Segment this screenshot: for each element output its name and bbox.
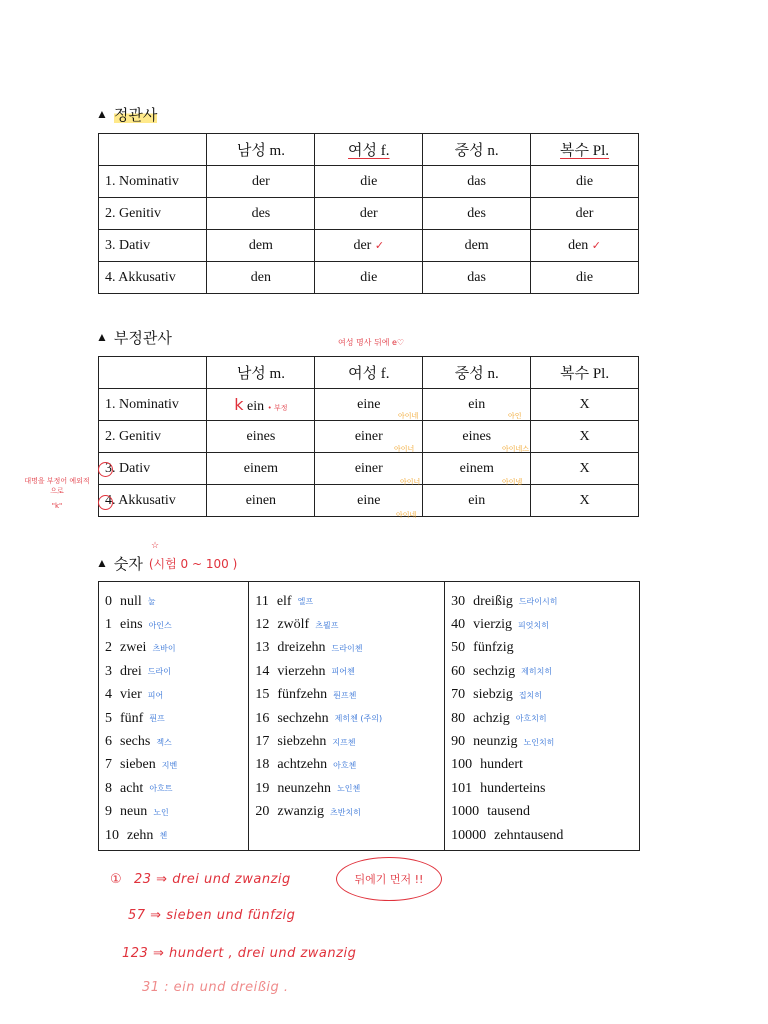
pronunciation-note: 츠바이 <box>152 643 176 653</box>
number-digit: 1 <box>105 617 112 633</box>
number-word: dreißig <box>473 593 513 609</box>
number-word: dreizehn <box>277 640 326 656</box>
table-cell: den <box>207 262 315 294</box>
number-word: sechs <box>120 734 151 750</box>
circle-annotation <box>98 462 113 477</box>
table-cell: X <box>531 421 639 453</box>
table-cell: der ✓ <box>315 230 423 262</box>
case-label: 1. Nominativ <box>99 166 207 198</box>
pronunciation-note: 드라이 <box>147 667 171 677</box>
case-label: 3. Dativ <box>99 453 207 485</box>
case-label: 4. Akkusativ <box>99 485 207 517</box>
table-cell: eine <box>315 485 423 517</box>
table-cell: eines <box>207 421 315 453</box>
number-row <box>255 777 444 800</box>
number-row <box>451 730 639 753</box>
number-digit: 40 <box>451 617 466 633</box>
number-row <box>255 613 444 636</box>
table-cell: der <box>531 198 639 230</box>
example-23: 23 ⇒ drei und zwanzig <box>134 872 291 887</box>
number-digit: 16 <box>255 710 270 726</box>
pronunciation-note: 젝스 <box>156 737 172 747</box>
number-row <box>105 730 248 753</box>
number-row <box>105 613 248 636</box>
number-word: achtzehn <box>277 757 328 773</box>
number-row <box>105 660 248 683</box>
number-row <box>451 637 639 660</box>
indefinite-heading-text: 부정관사 <box>113 331 172 347</box>
circle-annotation <box>98 495 113 510</box>
table-cell: dem <box>207 230 315 262</box>
number-digit: 8 <box>105 780 112 796</box>
number-digit: 10 <box>105 827 119 843</box>
table-cell: die <box>531 166 639 198</box>
table-cell: einem <box>423 453 531 485</box>
number-word: zehn <box>127 827 154 843</box>
number-row <box>255 684 444 707</box>
pronunciation-note: 아흐치히 <box>515 714 547 724</box>
example-marker: ① <box>110 872 123 887</box>
pronunciation-note: 아흐첸 <box>333 760 357 770</box>
numbers-column-2 <box>249 582 445 850</box>
pronunciation-note: 집치히 <box>518 690 543 700</box>
empty-header-cell <box>99 134 207 166</box>
number-word: neunzig <box>473 734 518 750</box>
indefinite-article-heading <box>96 327 172 348</box>
star-icon: ☆ <box>151 540 160 550</box>
pronunciation-note: 엘프 <box>297 597 314 607</box>
number-digit: 5 <box>105 710 112 726</box>
example-123: 123 ⇒ hundert , drei und zwanzig <box>122 946 357 961</box>
table-cell: des <box>207 198 315 230</box>
table-cell: die <box>315 166 423 198</box>
table-cell: einen <box>207 485 315 517</box>
table-cell: des <box>423 198 531 230</box>
pronunciation-note: 아인스 <box>148 620 172 630</box>
example-57: 57 ⇒ sieben und fünfzig <box>128 908 296 923</box>
table-cell: die <box>315 262 423 294</box>
table-cell: dem <box>423 230 531 262</box>
indefinite-article-table <box>98 356 639 517</box>
number-row <box>255 590 444 613</box>
pronunciation-note: 제히치히 <box>521 667 553 677</box>
number-word: elf <box>276 593 292 609</box>
number-row <box>451 707 639 730</box>
table-cell: den ✓ <box>531 230 639 262</box>
number-word: null <box>120 593 142 609</box>
pronunciation-note: 아이네 <box>398 412 419 420</box>
pronunciation-note: 지벤 <box>161 760 178 770</box>
case-label: 3. Dativ <box>99 230 207 262</box>
header-plural: 복수 Pl. <box>531 134 639 166</box>
number-word: zwei <box>120 640 147 656</box>
pronunciation-note: 아이너 <box>394 445 415 453</box>
number-row <box>255 637 444 660</box>
pronunciation-note: 노인 <box>153 807 169 817</box>
number-digit: 13 <box>255 640 270 656</box>
number-digit: 90 <box>451 734 466 750</box>
pronunciation-note: 아이넴 <box>502 478 523 486</box>
number-digit: 11 <box>255 593 269 609</box>
table-cell: der <box>207 166 315 198</box>
table-row <box>99 230 639 262</box>
number-word: siebzehn <box>277 734 327 750</box>
number-row <box>255 801 444 824</box>
table-cell: k ein • 부정 <box>207 389 315 421</box>
number-digit: 10000 <box>451 827 487 843</box>
number-digit: 9 <box>105 804 112 820</box>
table-cell: eine <box>315 389 423 421</box>
pronunciation-note: 첸 <box>159 831 168 841</box>
pronunciation-note: 퓐프첸 <box>333 690 357 700</box>
header-neuter: 중성 n. <box>423 134 531 166</box>
number-digit: 1000 <box>451 804 480 820</box>
number-row <box>451 613 639 636</box>
table-cell: X <box>531 485 639 517</box>
number-digit: 18 <box>255 757 270 773</box>
number-digit: 4 <box>105 687 112 703</box>
number-row <box>105 754 248 777</box>
number-word: hundert <box>480 757 523 773</box>
number-row <box>105 637 248 660</box>
table-cell: X <box>531 453 639 485</box>
table-cell: einer <box>315 421 423 453</box>
empty-header-cell <box>99 357 207 389</box>
header-feminine: 여성 f. <box>315 134 423 166</box>
number-row <box>255 754 444 777</box>
number-word: acht <box>120 780 144 796</box>
number-word: siebzig <box>473 687 513 703</box>
pronunciation-note: 드라이시히 <box>518 597 558 607</box>
table-row <box>99 389 639 421</box>
numbers-column-1 <box>99 582 249 850</box>
number-digit: 101 <box>451 780 473 796</box>
example-31: 31 : ein und dreißig . <box>142 980 289 995</box>
table-cell: ein <box>423 389 531 421</box>
number-row <box>451 684 639 707</box>
triangle-bullet-icon: ▲ <box>96 107 108 121</box>
definite-heading-text: 정관사 <box>114 104 157 125</box>
negation-note: • 부정 <box>267 403 288 412</box>
case-label: 4. Akkusativ <box>99 262 207 294</box>
number-word: vierzig <box>473 617 513 633</box>
table-row <box>99 421 639 453</box>
pronunciation-note: 퓐프 <box>149 714 165 724</box>
number-word: zwölf <box>277 617 310 633</box>
table-header-row <box>99 357 639 389</box>
pronunciation-note: 피어첸 <box>331 667 355 677</box>
number-row <box>451 824 639 847</box>
table-row <box>99 453 639 485</box>
pronunciation-note: 츠뵐프 <box>315 620 339 630</box>
numbers-heading <box>96 553 237 574</box>
number-row <box>255 660 444 683</box>
pronunciation-note: 지프첸 <box>332 737 356 747</box>
number-word: tausend <box>487 804 530 820</box>
number-digit: 100 <box>451 757 473 773</box>
number-word: achzig <box>473 710 510 726</box>
number-row <box>105 707 248 730</box>
number-word: fünfzehn <box>277 687 328 703</box>
numbers-table <box>98 581 640 851</box>
table-cell: eines <box>423 421 531 453</box>
number-word: fünf <box>120 710 144 726</box>
number-word: eins <box>120 617 143 633</box>
check-mark-icon: ✓ <box>374 239 385 252</box>
numbers-column-3 <box>445 582 639 850</box>
header-neuter: 중성 n. <box>423 357 531 389</box>
table-row <box>99 262 639 294</box>
number-digit: 17 <box>255 734 270 750</box>
number-row <box>451 754 639 777</box>
case-label: 2. Genitiv <box>99 421 207 453</box>
number-word: sieben <box>120 757 156 773</box>
pronunciation-note: 피엇치히 <box>518 620 549 630</box>
number-digit: 15 <box>255 687 270 703</box>
number-digit: 20 <box>255 804 270 820</box>
triangle-bullet-icon: ▲ <box>96 556 108 570</box>
number-digit: 80 <box>451 710 466 726</box>
note-bubble: 뒤에기 먼저 !! <box>336 857 442 901</box>
case-label: 1. Nominativ <box>99 389 207 421</box>
pronunciation-note: 드라이첸 <box>331 643 363 653</box>
number-digit: 19 <box>255 780 270 796</box>
number-word: zehntausend <box>494 827 564 843</box>
header-plural: 복수 Pl. <box>531 357 639 389</box>
pronunciation-note: 제히첸 (주의) <box>334 714 383 724</box>
table-cell: das <box>423 166 531 198</box>
case-label: 2. Genitiv <box>99 198 207 230</box>
number-row <box>105 777 248 800</box>
pronunciation-note: 아인 <box>508 412 522 420</box>
number-row <box>451 801 639 824</box>
header-masculine: 남성 m. <box>207 134 315 166</box>
table-row <box>99 166 639 198</box>
pronunciation-note: 아이네 <box>396 511 417 519</box>
number-digit: 60 <box>451 663 466 679</box>
table-header-row <box>99 134 639 166</box>
number-word: fünfzig <box>473 640 514 656</box>
header-feminine: 여성 f. <box>315 357 423 389</box>
number-digit: 70 <box>451 687 466 703</box>
number-digit: 30 <box>451 593 466 609</box>
pronunciation-note: 피어 <box>147 690 164 700</box>
number-row <box>255 730 444 753</box>
table-cell: einer <box>315 453 423 485</box>
table-cell: das <box>423 262 531 294</box>
number-digit: 3 <box>105 663 112 679</box>
definite-article-heading <box>96 104 157 125</box>
number-digit: 12 <box>255 617 270 633</box>
exam-range-note: (시험 0 ~ 100 ) <box>148 557 238 571</box>
numbers-heading-text: 숫자 <box>113 557 143 573</box>
number-row <box>105 801 248 824</box>
indefinite-note-above: 여성 명사 뒤에 e♡ <box>338 338 405 347</box>
table-cell: der <box>315 198 423 230</box>
table-cell: X <box>531 389 639 421</box>
number-row <box>105 590 248 613</box>
pronunciation-note: 노인치히 <box>523 737 555 747</box>
number-digit: 14 <box>255 663 270 679</box>
number-row <box>451 777 639 800</box>
pronunciation-note: 아이네스 <box>502 445 530 453</box>
pronunciation-note: 츠반치히 <box>330 807 361 817</box>
number-row <box>451 660 639 683</box>
number-word: vierzehn <box>277 663 326 679</box>
side-note: 대명을 부정어 예외적으로 "k" <box>24 477 90 510</box>
triangle-bullet-icon: ▲ <box>96 330 108 344</box>
number-row <box>255 707 444 730</box>
number-row <box>451 590 639 613</box>
table-row <box>99 198 639 230</box>
number-digit: 7 <box>105 757 112 773</box>
number-digit: 2 <box>105 640 112 656</box>
pronunciation-note: 눌 <box>147 597 156 607</box>
number-word: sechzehn <box>277 710 329 726</box>
k-prefix-annotation: k <box>234 394 244 414</box>
table-cell: die <box>531 262 639 294</box>
number-digit: 6 <box>105 734 112 750</box>
pronunciation-note: 아이너 <box>400 478 421 486</box>
number-word: vier <box>120 687 142 703</box>
check-mark-icon: ✓ <box>591 239 602 252</box>
number-word: sechzig <box>473 663 516 679</box>
header-masculine: 남성 m. <box>207 357 315 389</box>
number-digit: 0 <box>105 593 112 609</box>
definite-article-table <box>98 133 639 294</box>
number-word: neun <box>120 804 148 820</box>
number-word: hunderteins <box>480 780 546 796</box>
table-row <box>99 485 639 517</box>
number-row <box>105 684 248 707</box>
number-word: drei <box>120 663 142 679</box>
number-word: zwanzig <box>277 804 324 820</box>
number-word: neunzehn <box>277 780 331 796</box>
pronunciation-note: 노인첸 <box>337 784 361 794</box>
pronunciation-note: 아흐트 <box>149 784 173 794</box>
number-digit: 50 <box>451 640 466 656</box>
table-cell: ein <box>423 485 531 517</box>
table-cell: einem <box>207 453 315 485</box>
number-row <box>105 824 248 847</box>
